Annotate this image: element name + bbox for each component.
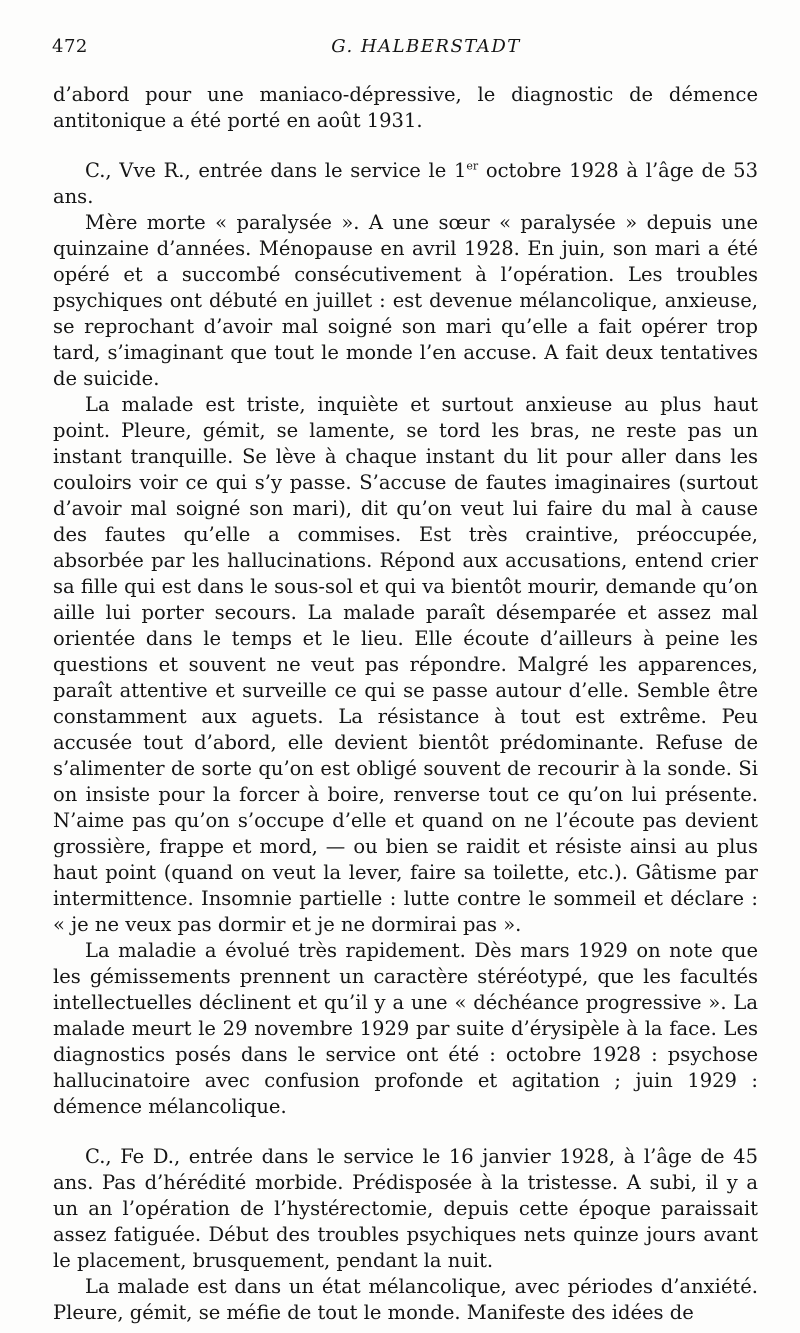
case-heading-text: C., Vve R., entrée dans le service le 1 [85,159,467,182]
case-heading-paragraph [53,158,758,210]
body-text [53,82,758,1326]
running-head: G. HALBERSTADT [331,36,521,57]
paragraph-second-case: C., Fe D., entrée dans le service le 16 janvier 1928, à l’âge de 45 ans. Pas d’hérédité morbide. Prédisposée à la tristesse. A subi, il y a un an l’opération de l’hystérectomie, depuis cette époque paraissait assez fatiguée. Début des troubles psychiques nets quinze jours avant le placement, brusquement, pendant la nuit. [53,1145,758,1272]
paragraph-evolution: La maladie a évolué très rapidement. Dès mars 1929 on note que les gémissements prennent un caractère stéréotypé, que les facultés intellectuelles déclinent et qu’il y a une « déchéance progressive ». La malade meurt le 29 novembre 1929 par suite d’érysipèle à la face. Les diagnostics posés dans le service ont été : octobre 1928 : psychose hallucinatoire avec confusion profonde et agitation ; juin 1929 : démence mélancolique. [53,939,758,1118]
page-header [52,36,760,60]
page-number: 472 [52,36,88,57]
case-heading-text-end: octobre 1928 à l’âge de 53 ans. [53,159,758,208]
ordinal-superscript: er [466,159,479,173]
paragraph-continuation: d’abord pour une maniaco-dépressive, le diagnostic de démence antitonique a été porté en août 1931. [53,83,758,132]
paragraph-symptoms: La malade est triste, inquiète et surtout anxieuse au plus haut point. Pleure, gémit, se lamente, se tord les bras, ne reste pas un instant tranquille. Se lève à chaque instant du lit pour aller dans les couloirs voir ce qui s’y passe. S’accuse de fautes imaginaires (surtout d’avoir mal soigné son mari), dit qu’on veut lui faire du mal à cause des fautes qu’elle a commises. Est très craintive, préoccupée, absorbée par les hallucinations. Répond aux accusations, entend crier sa fille qui est dans le sous-sol et qui va bientôt mourir, demande qu’on aille lui porter secours. La malade paraît désemparée et assez mal orientée dans le temps et le lieu. Elle écoute d’ailleurs à peine les questions et souvent ne veut pas répondre. Malgré les apparences, paraît attentive et surveille ce qui se passe autour d’elle. Semble être constamment aux aguets. La résistance à tout est extrême. Peu accusée tout d’abord, elle devient bientôt prédominante. Refuse de s’alimenter de sorte qu’on est obligé souvent de recourir à la sonde. Si on insiste pour la forcer à boire, renverse tout ce qu’on lui présente. N’aime pas qu’on s’occupe d’elle et quand on ne l’écoute pas devient grossière, frappe et mord, — ou bien se raidit et résiste ainsi au plus haut point (quand on veut la lever, faire sa toilette, etc.). Gâtisme par intermittence. Insomnie partielle : lutte contre le sommeil et déclare : « je ne veux pas dormir et je ne dormirai pas ». [53,393,758,936]
paragraph-second-case-state: La malade est dans un état mélancolique, avec périodes d’anxiété. Pleure, gémit, se méfie de tout le monde. Manifeste des idées de [53,1275,758,1324]
paragraph-history: Mère morte « paralysée ». A une sœur « paralysée » depuis une quinzaine d’années. Ménopause en avril 1928. En juin, son mari a été opéré et a succombé consécutivement à l’opération. Les troubles psychiques ont débuté en juillet : est devenue mélancolique, anxieuse, se reprochant d’avoir mal soigné son mari qu’elle a fait opérer trop tard, s’imaginant que tout le monde l’en accuse. A fait deux tentatives de suicide. [53,211,758,390]
